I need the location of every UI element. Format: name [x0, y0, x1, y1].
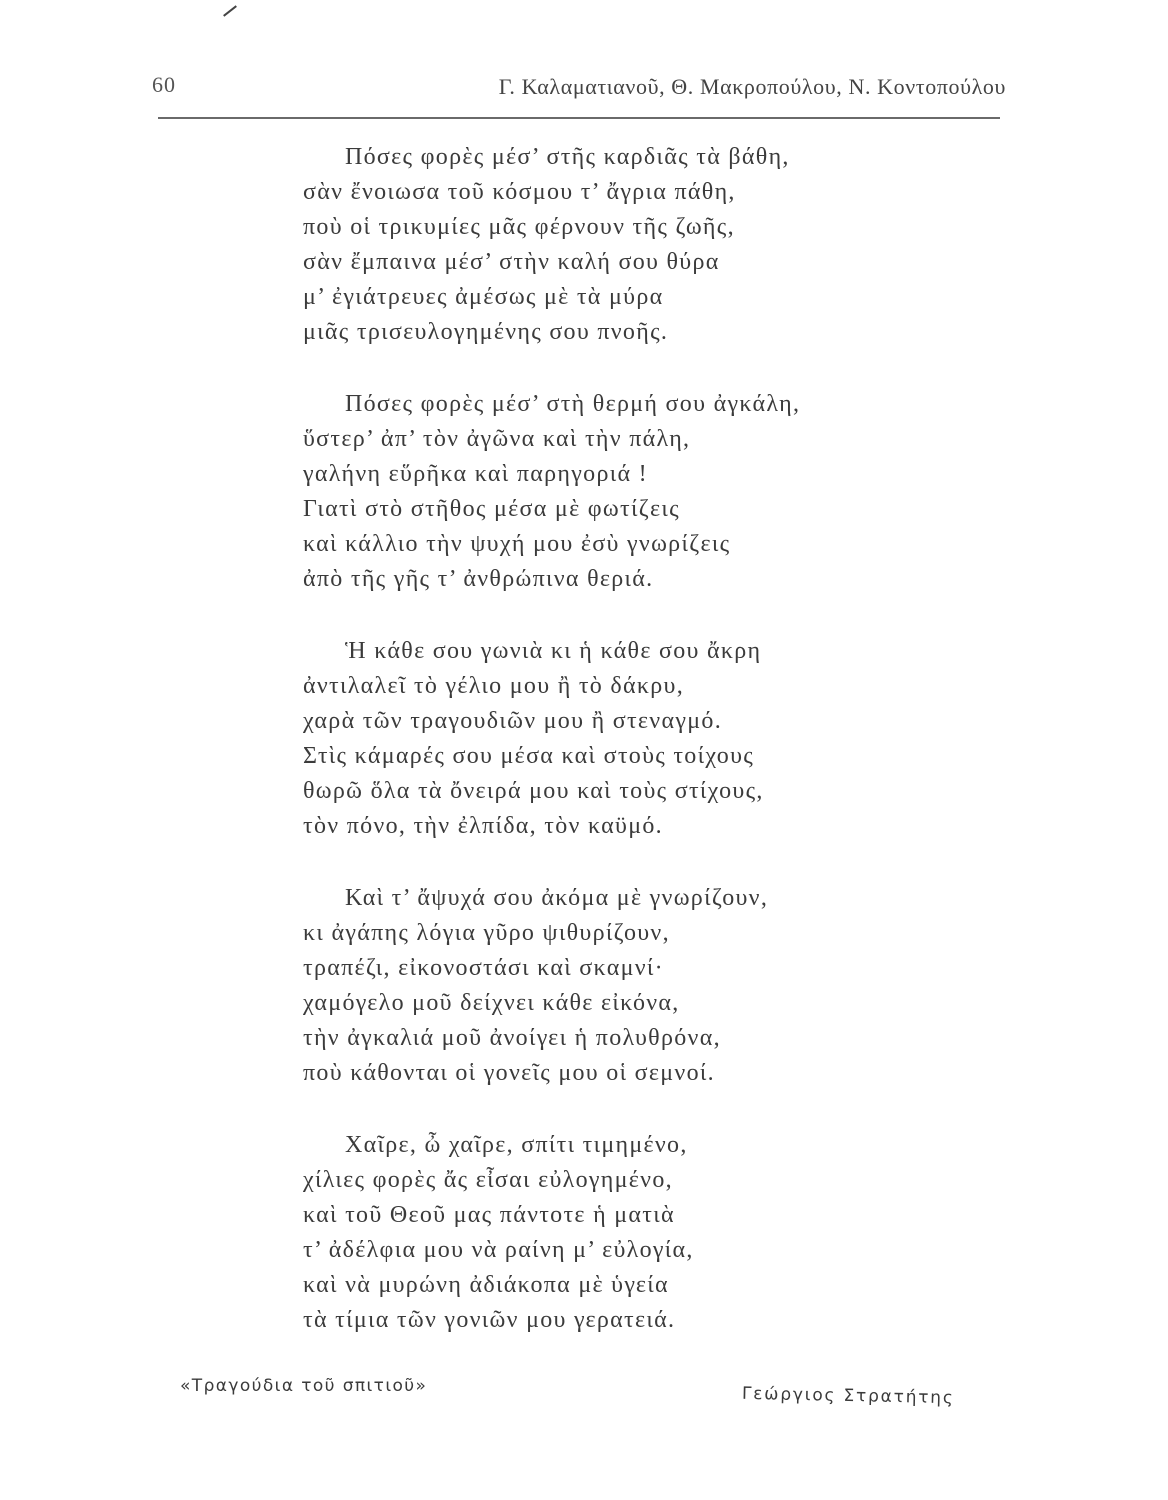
stanza-gap	[303, 1091, 923, 1128]
poem-line: σὰν ἔμπαινα μέσ’ στὴν καλή σου θύρα	[303, 249, 720, 275]
poem-line: μιᾶς τρισευλογημένης σου πνοῆς.	[303, 319, 669, 345]
poem-line: χίλιες φορὲς ἄς εἶσαι εὐλογημένο,	[303, 1167, 673, 1193]
poem-line: καὶ νὰ μυρώνη ἀδιάκοπα μὲ ὑγεία	[303, 1272, 669, 1298]
poem-line: χαρὰ τῶν τραγουδιῶν μου ἢ στεναγμό.	[303, 708, 722, 734]
poem-line: ἀντιλαλεῖ τὸ γέλιο μου ἢ τὸ δάκρυ,	[303, 673, 685, 699]
poem-line: Ἡ κάθε σου γωνιὰ κι ἡ κάθε σου ἄκρη	[345, 638, 762, 664]
poem-line: τὰ τίμια τῶν γονιῶν μου γερατειά.	[303, 1307, 676, 1333]
stanza	[303, 140, 923, 350]
page-header	[152, 72, 1006, 102]
poem-line: κι ἀγάπης λόγια γῦρο ψιθυρίζουν,	[303, 920, 670, 946]
poem-line: Χαῖρε, ὦ χαῖρε, σπίτι τιμημένο,	[345, 1132, 688, 1158]
poem-line: Γιατὶ στὸ στῆθος μέσα μὲ φωτίζεις	[303, 496, 680, 522]
page-number: 60	[152, 72, 176, 97]
poem-line: ὕστερ’ ἀπ’ τὸν ἀγῶνα καὶ τὴν πάλη,	[303, 426, 691, 452]
poem-line: Στὶς κάμαρές σου μέσα καὶ στοὺς τοίχους	[303, 743, 755, 769]
poem-line: Πόσες φορὲς μέσ’ στῆς καρδιᾶς τὰ βάθη,	[345, 144, 790, 170]
stanza	[303, 881, 923, 1091]
stanza-gap	[303, 597, 923, 634]
poem-line: τραπέζι, εἰκονοστάσι καὶ σκαμνί·	[303, 955, 664, 981]
poem-line: Πόσες φορὲς μέσ’ στὴ θερμή σου ἀγκάλη,	[345, 391, 801, 417]
poem-line: τὸν πόνο, τὴν ἐλπίδα, τὸν καϋμό.	[303, 813, 663, 839]
stanza	[303, 634, 923, 844]
poem-line: σὰν ἔνοιωσα τοῦ κόσμου τ’ ἄγρια πάθη,	[303, 179, 736, 205]
stanza-gap	[303, 844, 923, 881]
poem-line: καὶ τοῦ Θεοῦ μας πάντοτε ἡ ματιὰ	[303, 1202, 675, 1228]
poem-line: ποὺ κάθονται οἱ γονεῖς μου οἱ σεμνοί.	[303, 1060, 715, 1086]
poem-line: χαμόγελο μοῦ δείχνει κάθε εἰκόνα,	[303, 990, 680, 1016]
poem-line: γαλήνη εὕρῆκα καὶ παρηγοριά !	[303, 461, 648, 487]
poem-line: θωρῶ ὅλα τὰ ὄνειρά μου καὶ τοὺς στίχους,	[303, 778, 764, 804]
stanza	[303, 1128, 923, 1338]
pen-mark	[223, 5, 237, 16]
running-title: Γ. Καλαματιανοῦ, Θ. Μακροπούλου, Ν. Κοντοπούλου	[498, 74, 1006, 99]
poem-line: τ’ ἀδέλφια μου νὰ ραίνη μ’ εὐλογία,	[303, 1237, 694, 1263]
poem	[303, 140, 923, 1338]
poem-line: ποὺ οἱ τρικυμίες μᾶς φέρνουν τῆς ζωῆς,	[303, 214, 735, 240]
poem-line: μ’ ἐγιάτρευες ἀμέσως μὲ τὰ μύρα	[303, 284, 664, 310]
poem-line: τὴν ἀγκαλιά μοῦ ἀνοίγει ἡ πολυθρόνα,	[303, 1025, 721, 1051]
header-rule	[158, 117, 1000, 119]
source-title: «Τραγούδια τοῦ σπιτιοῦ»	[180, 1376, 428, 1396]
poem-line: Καὶ τ’ ἄψυχά σου ἀκόμα μὲ γνωρίζουν,	[345, 885, 769, 911]
poem-line: καὶ κάλλιο τὴν ψυχή μου ἐσὺ γνωρίζεις	[303, 531, 731, 557]
stanza-gap	[303, 350, 923, 387]
stanza	[303, 387, 923, 597]
poem-line: ἀπὸ τῆς γῆς τ’ ἀνθρώπινα θεριά.	[303, 566, 654, 592]
author-name: Γεώργιος Στρατήτης	[741, 1383, 955, 1409]
